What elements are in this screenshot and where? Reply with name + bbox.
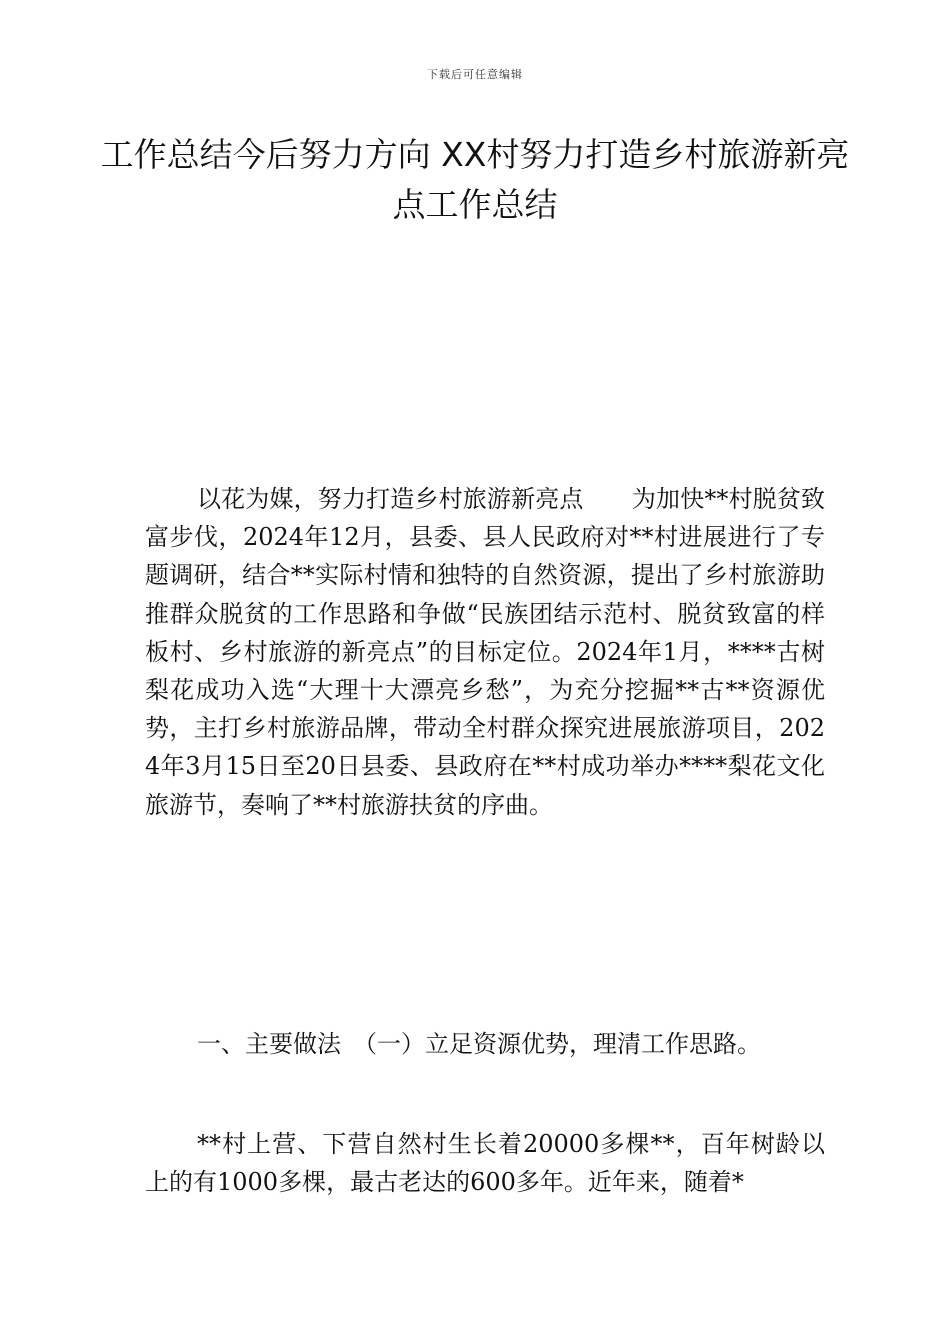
paragraph-section-heading: 一、主要做法 （一）立足资源优势，理清工作思路。 bbox=[197, 1030, 761, 1058]
header-note: 下载后可任意编辑 bbox=[427, 68, 523, 81]
paragraph-intro: 以花为媒，努力打造乡村旅游新亮点 为加快**村脱贫致富步伐，2024年12月，县委、县人民政府对**村进展进行了专题调研，结合**实际村情和独特的自然资源，提出了乡村旅游助推群众脱贫的工作思路和争做“民族团结示范村、脱贫致富的样板村、乡村旅游的新亮点”的目标定位。2024年1月，****古树梨花成功入选“大理十大漂亮乡愁”，为充分挖掘**古**资源优势，主打乡村旅游品牌，带动全村群众探究进展旅游项目，2024年3月15日至20日县委、县政府在**村成功举办****梨花文化旅游节，奏响了**村旅游扶贫的序曲。 bbox=[145, 485, 825, 819]
document-title: 工作总结今后努力方向 XX村努力打造乡村旅游新亮点工作总结 bbox=[100, 135, 850, 224]
paragraph-resources: **村上营、下营自然村生长着20000多棵**，百年树龄以上的有1000多棵，最古老达的600多年。近年来，随着* bbox=[145, 1130, 825, 1197]
